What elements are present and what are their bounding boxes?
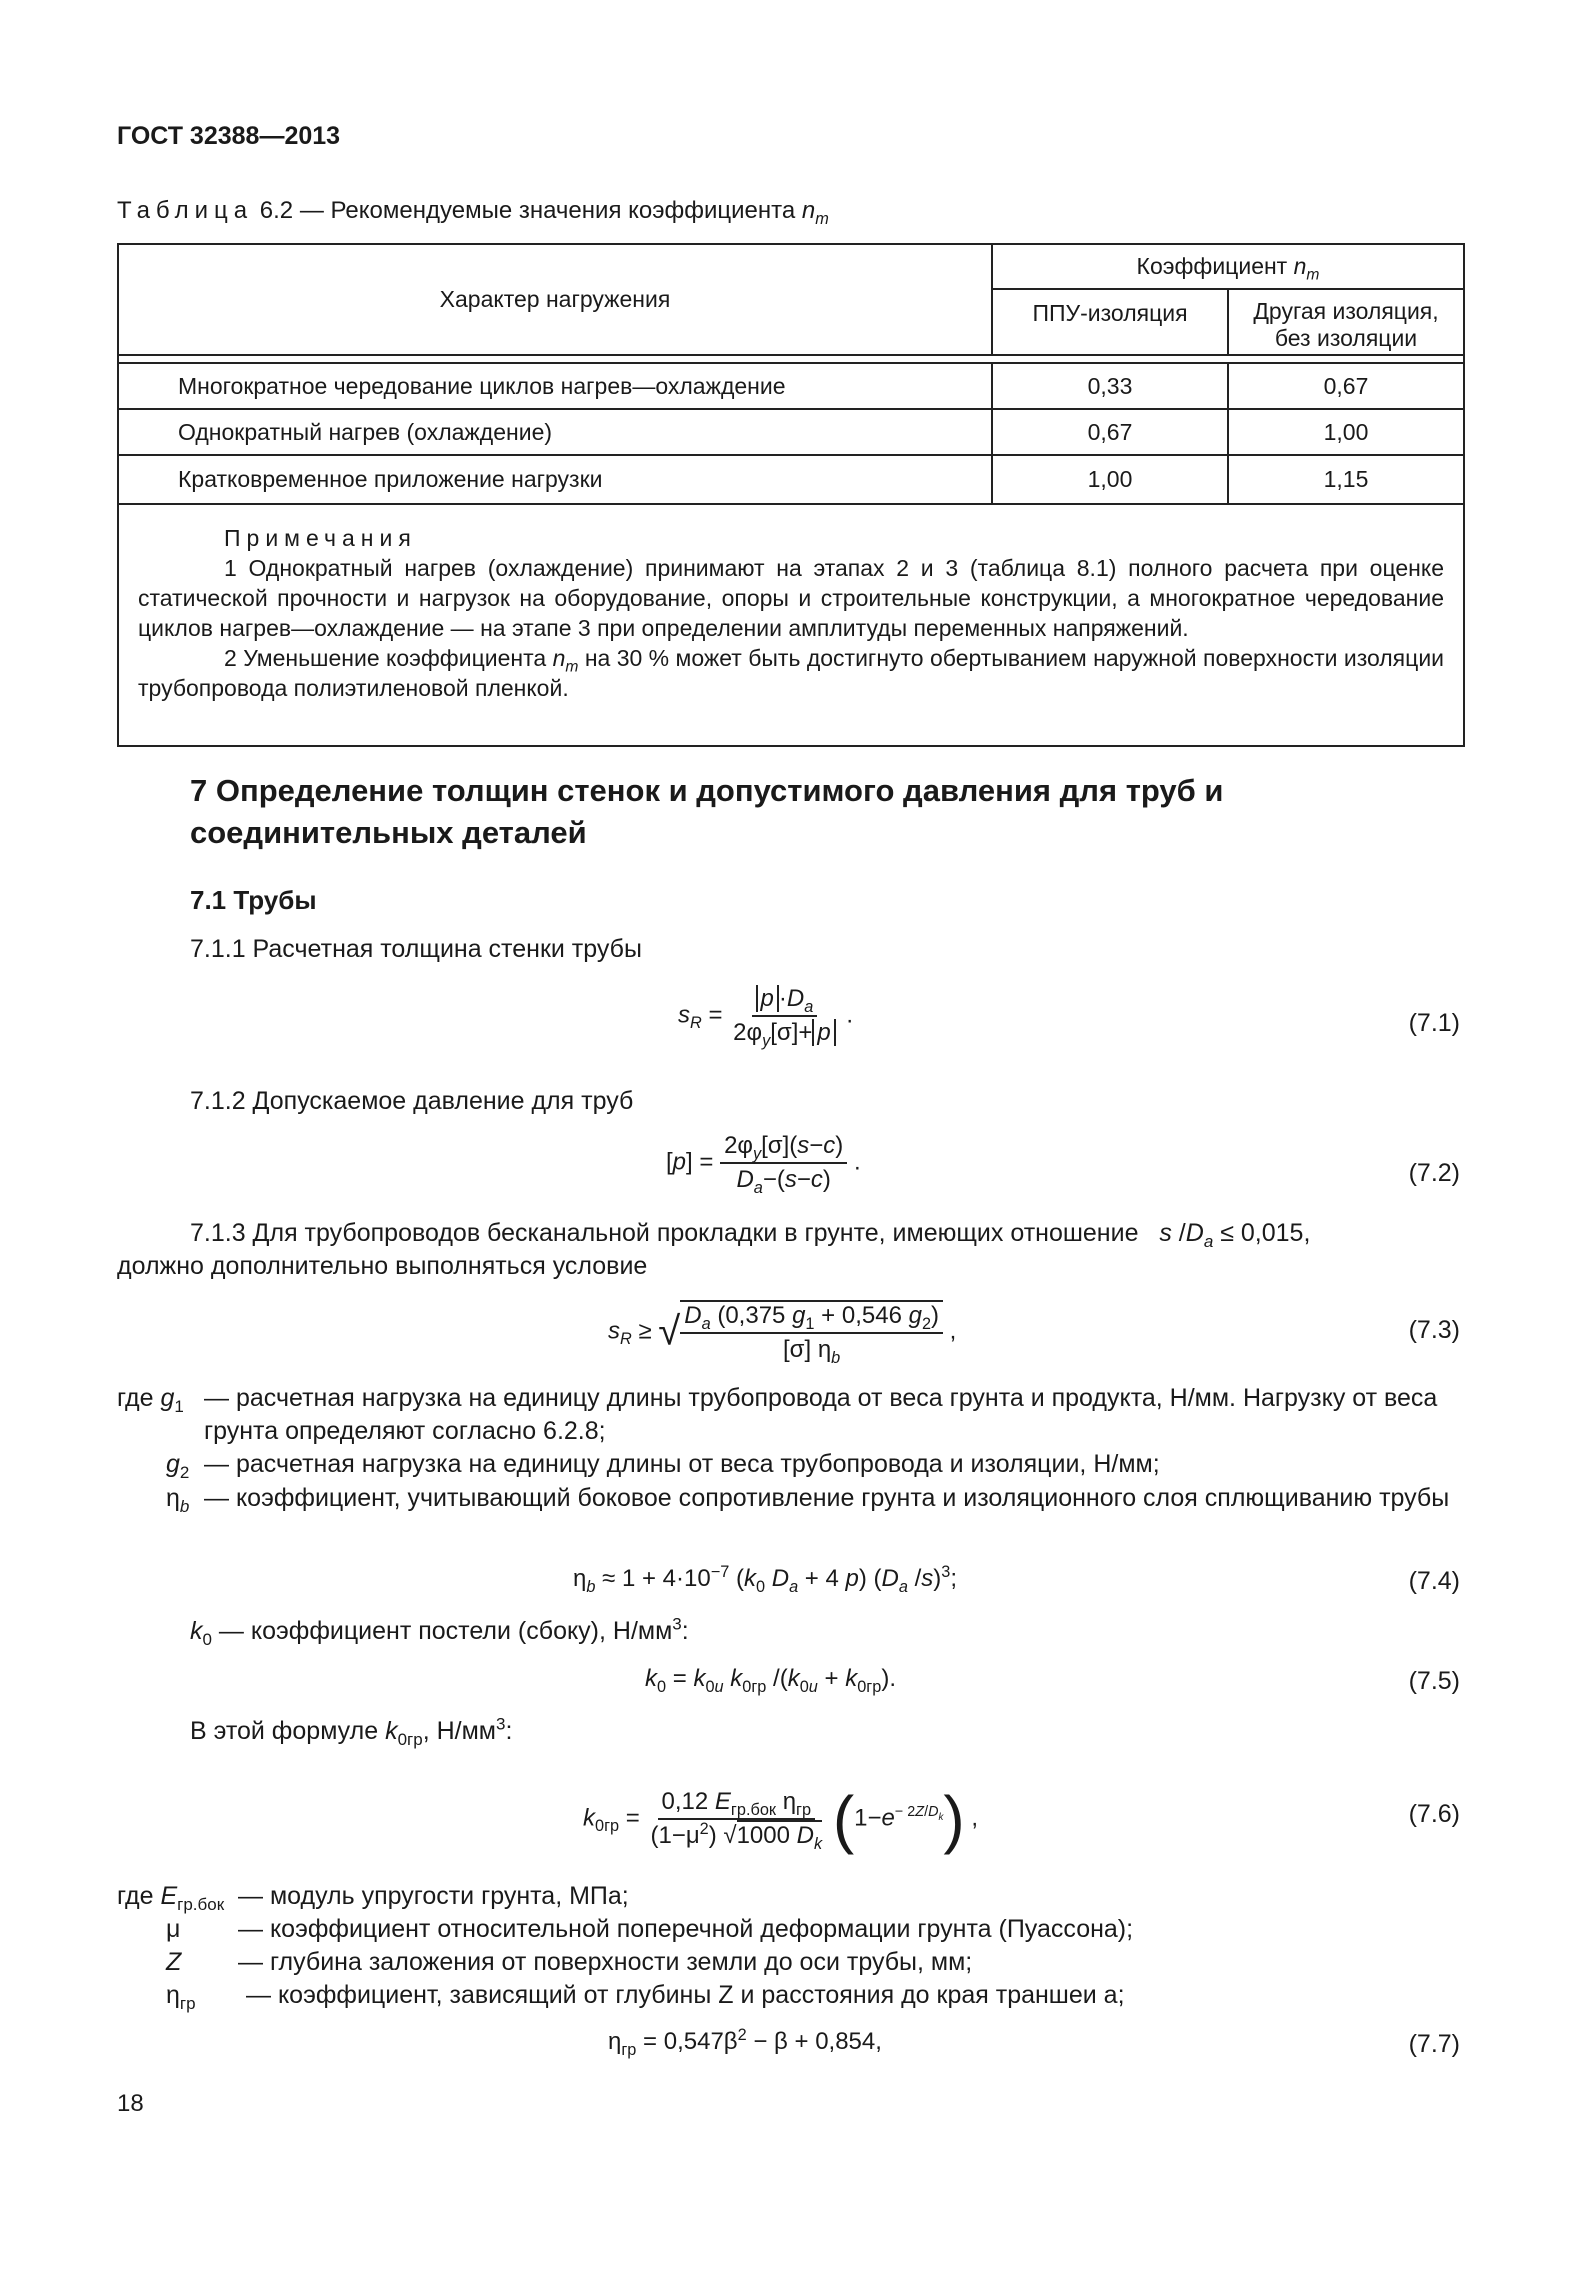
note-2: 2 Уменьшение коэффициента $n_m$ на 30 % может быть достигнуто обертыванием наружной поверхности изоляции трубопровода полиэтиленовой пленкой. (138, 645, 1445, 701)
col-coef-header: Коэффициент $n_m$ (992, 244, 1464, 289)
equation-number-7-3: (7.3) (1408, 1316, 1460, 1344)
equation-7-4: $\eta_b \approx 1 + 4\cdot 10^{-7}$ ($k_0$ $D_a + 4$ p) ($D_a$ /s)$^3$; (573, 1563, 958, 1596)
para-7-1-3-cont: должно дополнительно выполняться условие (117, 1252, 648, 1280)
equation-number-7-2: (7.2) (1408, 1159, 1460, 1187)
k0-definition: $k_0$ — коэффициент постели (сбоку), $Н/мм^3$: (190, 1614, 689, 1649)
notes-title: Примечания (224, 525, 417, 551)
row-other: 1,15 (1228, 455, 1464, 504)
col-other-header: Другая изоляция, без изоляции (1228, 289, 1464, 355)
equation-number-7-7: (7.7) (1408, 2030, 1460, 2058)
var-eta-b: $\eta_b$ (166, 1484, 190, 1516)
def-mu: — коэффициент относительной поперечной деформации грунта (Пуассона); (238, 1915, 1134, 1943)
def-Z: — глубина заложения от поверхности земли до оси трубы, мм; (238, 1948, 973, 1976)
equation-7-3: $s_R$ ≥ √ $\frac{D_a (0,375 g_1 + 0,546 g_2)}{[\sigma] \eta_b}$ , (608, 1302, 957, 1367)
document-header: ГОСТ 32388—2013 (117, 122, 341, 150)
table-caption (117, 197, 829, 228)
table-row (118, 363, 1464, 409)
where-lead-2: где $E_{гр.бок}$ (117, 1882, 225, 1914)
def-eta-gr: — коэффициент, зависящий от глубины Z и расстояния до края траншеи a; (246, 1981, 1125, 2009)
var-g2: $g_2$ (166, 1450, 190, 1482)
row-ppu: 1,00 (992, 455, 1228, 504)
col-ppu-header: ППУ-изоляция (992, 289, 1228, 355)
para-7-1-2: 7.1.2 Допускаемое давление для труб (190, 1087, 634, 1115)
subsection-title: 7.1 Трубы (190, 885, 317, 915)
table-row (118, 409, 1464, 455)
row-other: 1,00 (1228, 409, 1464, 455)
var-eta-gr: $\eta_{гр}$ (166, 1981, 196, 2013)
def-g2: — расчетная нагрузка на единицу длины от веса трубопровода и изоляции, Н/мм; (204, 1450, 1160, 1478)
in-formula-text: В этой формуле $k_{0гр}$, $Н/мм^3$: (190, 1714, 513, 1749)
equation-number-7-1: (7.1) (1408, 1009, 1460, 1037)
equation-number-7-6: (7.6) (1408, 1800, 1460, 1828)
equation-number-7-5: (7.5) (1408, 1667, 1460, 1695)
table-caption-text: 6.2 — Рекомендуемые значения коэффициента (259, 197, 796, 224)
para-7-1-3: 7.1.3 Для трубопроводов бесканальной прокладки в грунте, имеющих отношение s $/D_a \le 0,015$, (190, 1219, 1311, 1251)
page-number: 18 (117, 2090, 144, 2117)
equation-7-2: [p] = $\frac{2\varphi_y[\sigma](s-c)}{D_a-(s-c)}$ . (666, 1132, 861, 1197)
where-lead: где $g_1$ (117, 1384, 184, 1416)
para-7-1-1: 7.1.1 Расчетная толщина стенки трубы (190, 935, 642, 963)
section-title: 7 Определение толщин стенок и допустимого давления для труб и соединительных деталей (190, 773, 1224, 850)
table-caption-var: n (801, 197, 816, 224)
row-other: 0,67 (1228, 363, 1464, 409)
var-Z: Z (166, 1948, 182, 1976)
row-load: Многократное чередование циклов нагрев—охлаждение (118, 363, 992, 409)
col-load-header: Характер нагружения (118, 244, 992, 355)
def-E: — модуль упругости грунта, МПа; (238, 1882, 629, 1910)
table-notes (117, 505, 1465, 747)
var-mu: μ (166, 1915, 181, 1943)
equation-7-5: $k_0 = k_{0u}$ $k_{0гр}$ $/(k_{0u} + k_{0гр})$. (645, 1665, 896, 1696)
row-ppu: 0,33 (992, 363, 1228, 409)
row-load: Кратковременное приложение нагрузки (118, 455, 992, 504)
equation-7-6: $k_{0гр}$ = $\frac{0,12 E_{гр.бок} \eta_{гр}}{(1-\mu^2) √1000 D_k}$ $(1-e^{- 2Z/D_k})$ , (583, 1783, 979, 1855)
equation-7-7: $\eta_{гр} = 0,547\beta^2 - \beta + 0,854$, (608, 2026, 882, 2059)
table-caption-var-sub: m (815, 209, 829, 228)
coefficient-table (117, 243, 1465, 505)
equation-number-7-4: (7.4) (1408, 1567, 1460, 1595)
row-load: Однократный нагрев (охлаждение) (118, 409, 992, 455)
note-1: 1 Однократный нагрев (охлаждение) принимают на этапах 2 и 3 (таблица 8.1) полного расчета при оценке статической прочности и нагрузок на оборудование, опоры и строительные конструкции, а многократное чередование циклов нагрев—охлаждение — на этапе 3 при определении амплитуды переменных напряжений. (138, 555, 1444, 641)
table-row (118, 455, 1464, 504)
table-caption-prefix: Таблица (117, 197, 254, 224)
row-ppu: 0,67 (992, 409, 1228, 455)
def-g1: — расчетная нагрузка на единицу длины трубопровода от веса грунта и продукта, Н/мм. Нагрузку от веса грунта определяют согласно 6.2.8; (204, 1384, 1438, 1445)
def-eta-b: — коэффициент, учитывающий боковое сопротивление грунта и изоляционного слоя сплющиванию трубы (204, 1484, 1450, 1512)
equation-7-1: $s_R$ = $\frac{p \cdot D_a}{2\varphi_y[\sigma]+ p}$ . (678, 985, 854, 1050)
